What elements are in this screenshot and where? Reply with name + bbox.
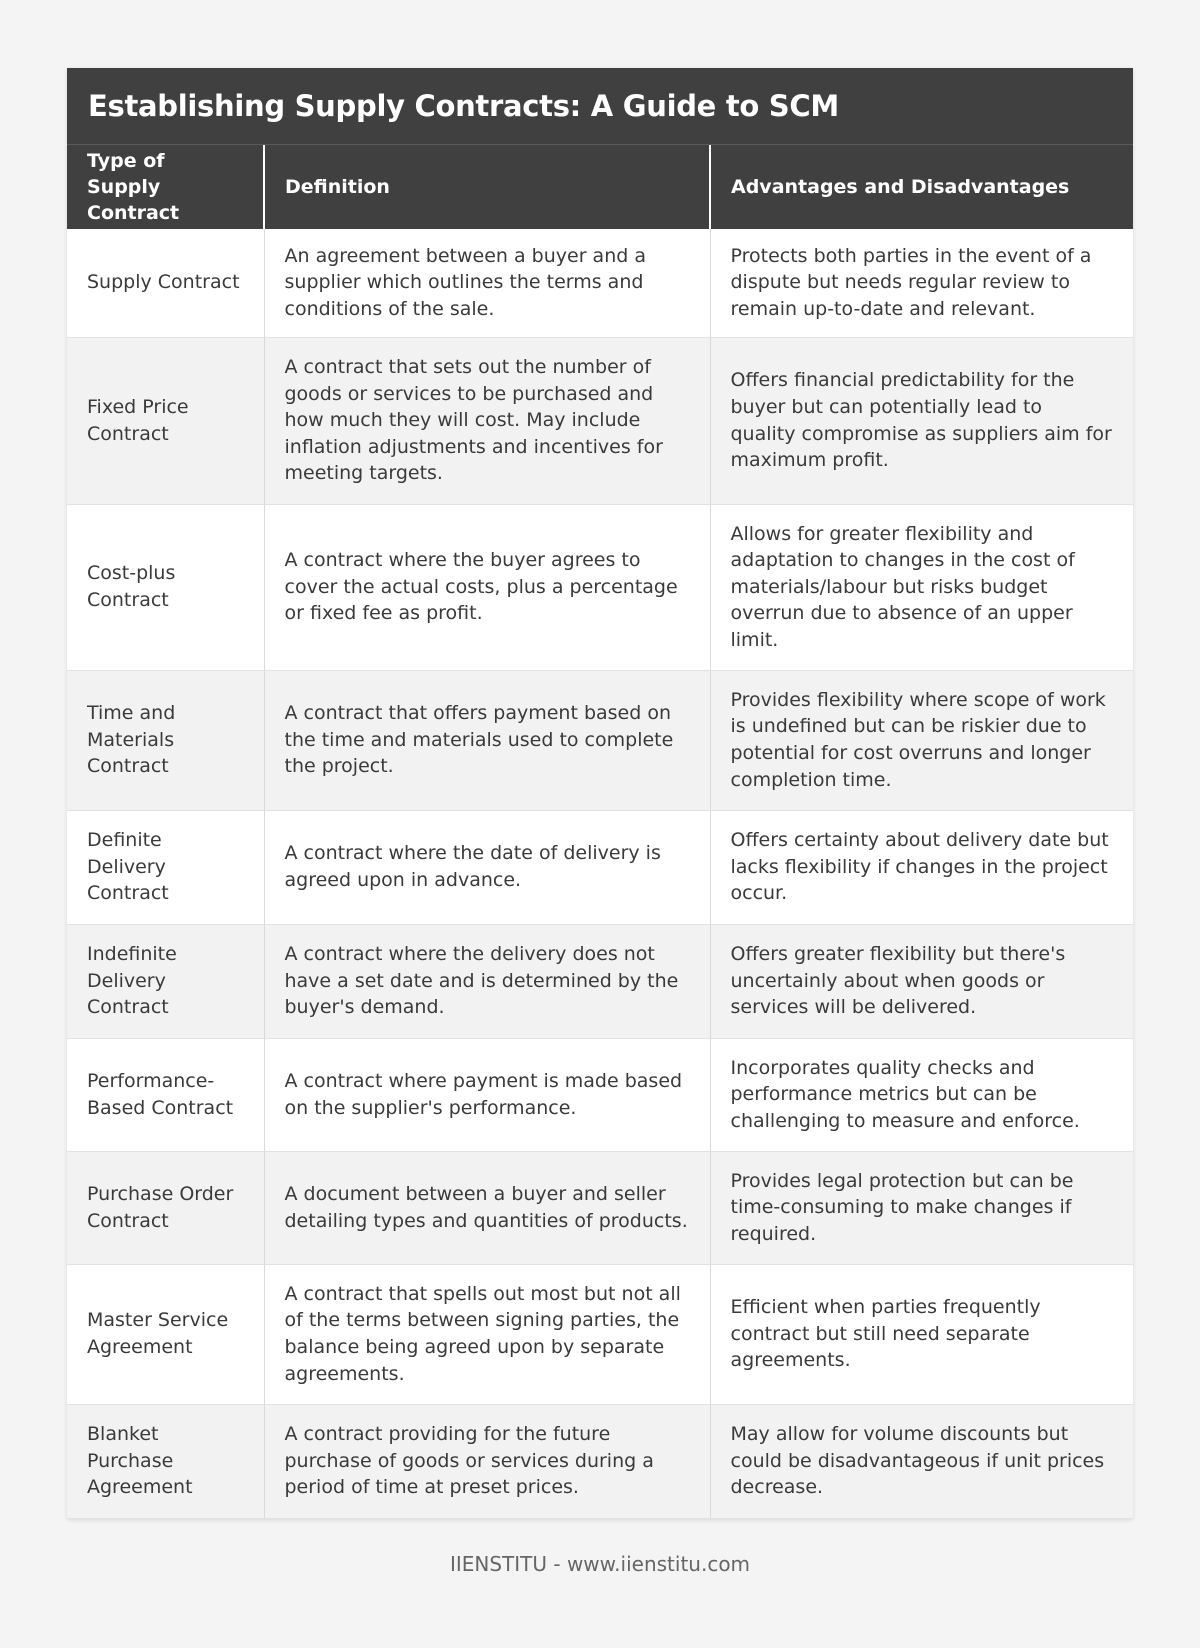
cell-definition: An agreement between a buyer and a supplier which outlines the terms and conditions of the sale.	[264, 229, 710, 337]
table-row	[67, 1264, 1133, 1404]
page-title: Establishing Supply Contracts: A Guide to SCM	[88, 89, 839, 123]
cell-pros-cons: May allow for volume discounts but could be disadvantageous if unit prices decrease.	[710, 1404, 1133, 1518]
footer-credit: IIENSTITU - www.iienstitu.com	[449, 1552, 751, 1576]
table-header-row	[67, 145, 1133, 229]
table-row	[67, 924, 1133, 1038]
table-row	[67, 504, 1133, 670]
contracts-card	[67, 68, 1133, 1519]
cell-pros-cons: Offers financial predictability for the buyer but can potentially lead to quality compromise as suppliers aim for maximum profit.	[710, 337, 1133, 504]
cell-type: Time and Materials Contract	[67, 670, 264, 810]
cell-definition: A contract that offers payment based on the time and materials used to complete the project.	[264, 670, 710, 810]
cell-type: Definite Delivery Contract	[67, 810, 264, 924]
cell-pros-cons: Efficient when parties frequently contract but still need separate agreements.	[710, 1264, 1133, 1404]
table-row	[67, 1038, 1133, 1151]
table-row	[67, 670, 1133, 810]
cell-type: Master Service Agreement	[67, 1264, 264, 1404]
table-row	[67, 1151, 1133, 1264]
cell-definition: A contract providing for the future purchase of goods or services during a period of time at preset prices.	[264, 1404, 710, 1518]
cell-definition: A contract where the buyer agrees to cover the actual costs, plus a percentage or fixed fee as profit.	[264, 504, 710, 670]
column-header-definition: Definition	[264, 145, 710, 229]
cell-type: Indefinite Delivery Contract	[67, 924, 264, 1038]
table-row	[67, 337, 1133, 504]
cell-type: Supply Contract	[67, 229, 264, 337]
cell-pros-cons: Protects both parties in the event of a dispute but needs regular review to remain up-to-date and relevant.	[710, 229, 1133, 337]
column-header-type: Type of Supply Contract	[67, 145, 264, 229]
cell-definition: A contract that spells out most but not all of the terms between signing parties, the balance being agreed upon by separate agreements.	[264, 1264, 710, 1404]
title-bar	[67, 68, 1133, 145]
cell-definition: A contract where the delivery does not have a set date and is determined by the buyer's demand.	[264, 924, 710, 1038]
cell-definition: A contract where payment is made based on the supplier's performance.	[264, 1038, 710, 1151]
cell-pros-cons: Offers greater flexibility but there's uncertainly about when goods or services will be delivered.	[710, 924, 1133, 1038]
cell-type: Blanket Purchase Agreement	[67, 1404, 264, 1518]
cell-type: Cost-plus Contract	[67, 504, 264, 670]
table-row	[67, 810, 1133, 924]
cell-pros-cons: Provides legal protection but can be time-consuming to make changes if required.	[710, 1151, 1133, 1264]
cell-pros-cons: Offers certainty about delivery date but lacks flexibility if changes in the project occur.	[710, 810, 1133, 924]
contracts-table	[67, 145, 1133, 1519]
column-header-pros-cons: Advantages and Disadvantages	[710, 145, 1133, 229]
cell-pros-cons: Allows for greater flexibility and adaptation to changes in the cost of materials/labour but risks budget overrun due to absence of an upper limit.	[710, 504, 1133, 670]
cell-type: Purchase Order Contract	[67, 1151, 264, 1264]
cell-definition: A document between a buyer and seller detailing types and quantities of products.	[264, 1151, 710, 1264]
cell-definition: A contract that sets out the number of goods or services to be purchased and how much they will cost. May include inflation adjustments and incentives for meeting targets.	[264, 337, 710, 504]
cell-definition: A contract where the date of delivery is agreed upon in advance.	[264, 810, 710, 924]
cell-pros-cons: Incorporates quality checks and performance metrics but can be challenging to measure and enforce.	[710, 1038, 1133, 1151]
cell-type: Fixed Price Contract	[67, 337, 264, 504]
cell-type: Performance-Based Contract	[67, 1038, 264, 1151]
cell-pros-cons: Provides flexibility where scope of work is undefined but can be riskier due to potential for cost overruns and longer completion time.	[710, 670, 1133, 810]
table-row	[67, 229, 1133, 337]
table-row	[67, 1404, 1133, 1518]
